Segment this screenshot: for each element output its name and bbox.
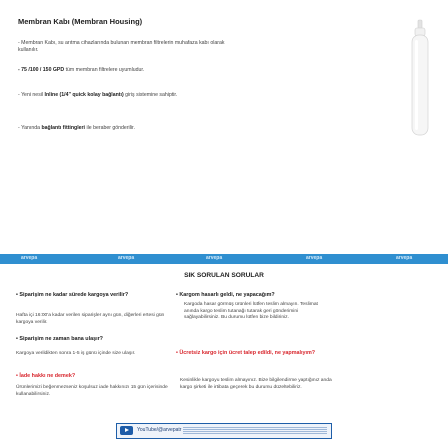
membrane-housing-image <box>360 16 430 136</box>
faq-question: • Kargom hasarlı geldi, ne yapacağım? <box>176 292 275 298</box>
inline-connection-line <box>18 92 248 99</box>
brand-label: arvepa <box>306 255 323 261</box>
compatibility-text: tüm membran filtrelere uyumludur. <box>64 67 145 73</box>
product-title: Membran Kabı (Membran Housing) <box>18 17 143 26</box>
brand-label: arvepa <box>396 255 413 261</box>
inline-bold: Inline (1/4" quick kolay bağlantı) <box>44 92 124 98</box>
faq-question: • Ücretsiz kargo için ücret talep edildi, ne yapmalıyım? <box>176 350 316 356</box>
inline-text: giriş sistemine sahiptir. <box>123 92 178 98</box>
faq-answer: Kesinlikle kargoyu teslim almayınız. Bize bilgilendirme yaptığınız anda kargo şirketi ile irtibata geçerek bu durumu düzeltebiliriz. <box>180 378 332 390</box>
faq-question: • İade hakkı ne demek? <box>16 373 76 379</box>
youtube-channel-link[interactable] <box>116 423 332 439</box>
compatibility-bold: - 75 /100 / 150 GPD <box>18 67 65 73</box>
brand-label: arvepa <box>118 255 135 261</box>
fittings-text: ile beraber gönderilir. <box>85 125 135 131</box>
faq-question: • Siparişim ne kadar sürede kargoya verilir? <box>16 292 129 298</box>
brand-label: arvepa <box>206 255 223 261</box>
youtube-icon <box>120 426 133 435</box>
fittings-bold: bağlantı fittingleri <box>41 125 85 131</box>
faq-answer: Ürünlerimizi beğenmezseniz koşulsuz iade hakkınızı 15 gün içerisinde kullanabilirsiniz. <box>16 385 168 397</box>
faq-question: • Siparişim ne zaman bana ulaşır? <box>16 336 103 342</box>
faq-answer: Kargoya verildikten sonra 1-5 iş günü içinde size ulaşır. <box>16 351 136 356</box>
brand-banner <box>0 254 448 264</box>
product-description-line: - Membran Kabı, su arıtma cihazlarında bulunan membran filtrelerin muhafaza kabı olarak kullanılır. <box>18 40 225 53</box>
brand-label: arvepa <box>21 255 38 261</box>
faq-answer: Hafta içi 16:00'a kadar verilen siparişler aynı gün, diğerleri ertesi gün kargoya verilir. <box>16 313 165 325</box>
fittings-line <box>18 125 135 132</box>
faq-answer: Kargoda hasar görmüş ürünleri lütfen teslim almayın. Teslimat anında kargo teslim tutanağı tutarak geri gönderimini sağlayabilirsiniz. Bu durumu lütfen bize bildiriniz. <box>184 302 318 321</box>
compatibility-line <box>18 67 144 74</box>
fittings-prefix: - Yanında <box>18 125 42 131</box>
faq-title: SIK SORULAN SORULAR <box>184 272 264 279</box>
inline-prefix: - Yeni nesil <box>18 92 45 98</box>
youtube-handle: YouTube/@arvepatr <box>137 427 182 433</box>
footer-decoration <box>183 427 327 435</box>
